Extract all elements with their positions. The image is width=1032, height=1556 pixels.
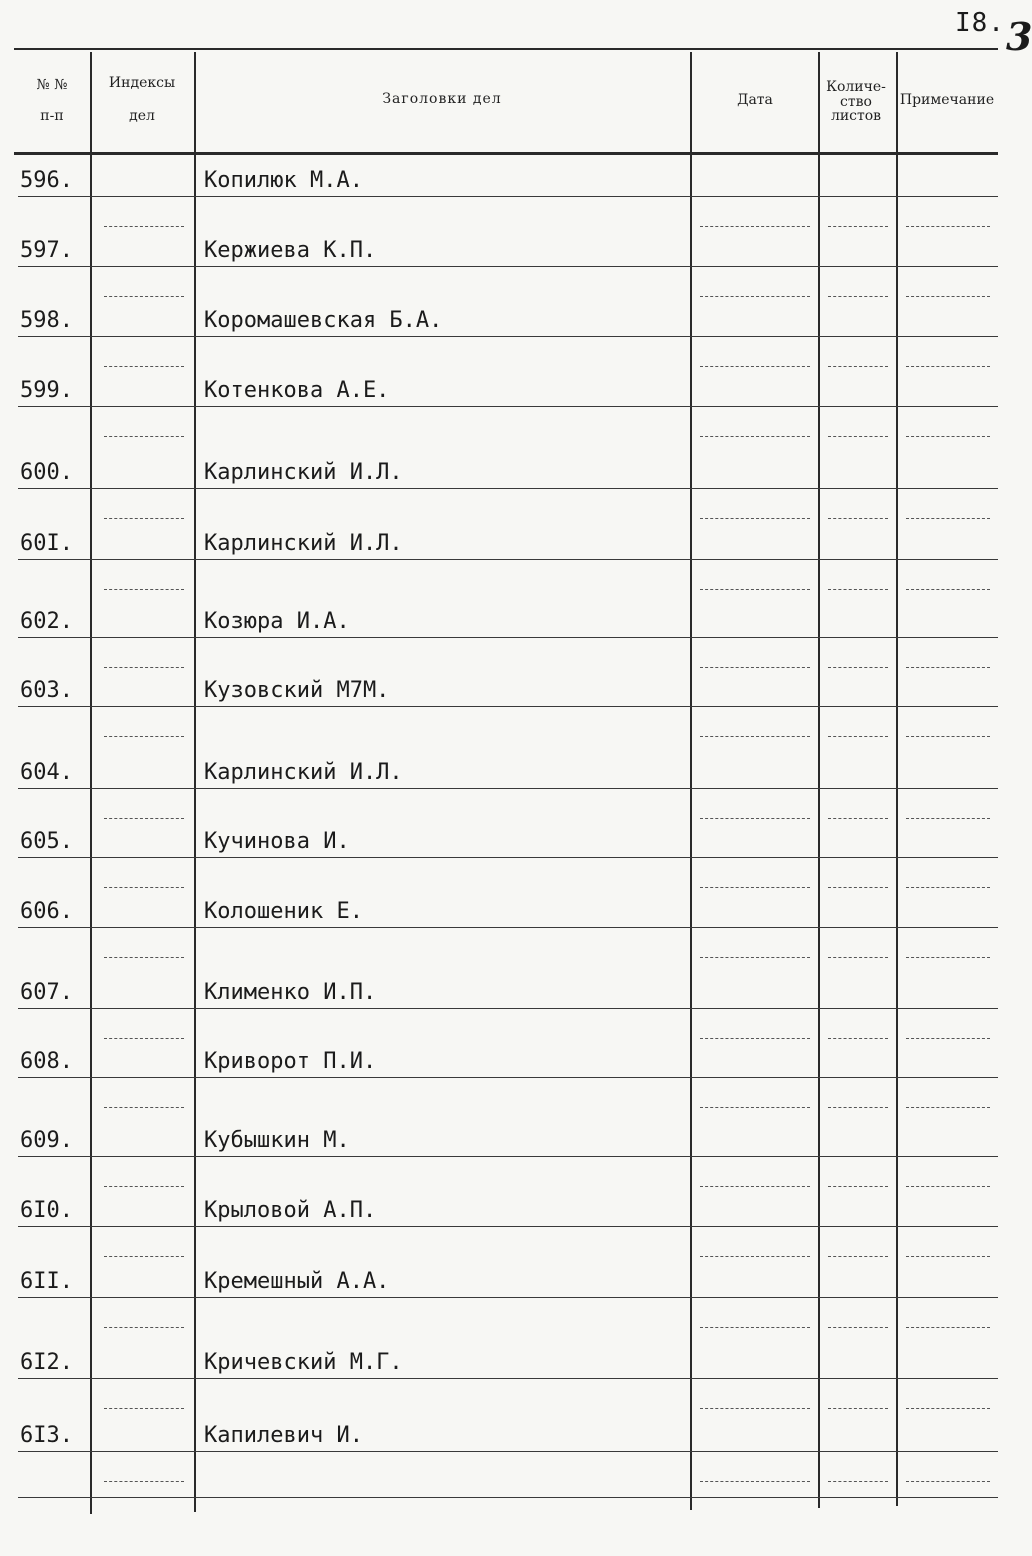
- row-title: Карлинский И.Л.: [204, 531, 403, 556]
- header-col-num-line1: № №: [36, 77, 68, 93]
- row-blank-dash: [906, 366, 990, 367]
- header-col-count-line2: ство: [840, 93, 872, 110]
- row-rule: [18, 788, 998, 789]
- row-number: 599.: [20, 378, 73, 403]
- row-number: 597.: [20, 238, 73, 263]
- row-title: Клименко И.П.: [204, 980, 377, 1005]
- row-blank-dash: [700, 887, 810, 888]
- row-blank-dash: [700, 957, 810, 958]
- row-blank-dash: [906, 1186, 990, 1187]
- row-rule: [18, 1008, 998, 1009]
- row-rule: [18, 927, 998, 928]
- row-number: 600.: [20, 460, 73, 485]
- row-blank-dash: [700, 436, 810, 437]
- row-number: 6I0.: [20, 1198, 73, 1223]
- row-blank-dash: [104, 818, 184, 819]
- row-title: Кремешный А.А.: [204, 1269, 390, 1294]
- row-blank-dash: [700, 1408, 810, 1409]
- header-col-index-line1: Индексы: [108, 75, 176, 91]
- row-blank-dash: [828, 518, 888, 519]
- row-number: 6II.: [20, 1269, 73, 1294]
- row-number: 605.: [20, 829, 73, 854]
- table-bottom-rule: [18, 1497, 998, 1498]
- row-title: Карлинский И.Л.: [204, 460, 403, 485]
- row-number: 60I.: [20, 531, 73, 556]
- row-blank-dash: [104, 436, 184, 437]
- row-blank-dash: [104, 1481, 184, 1482]
- row-blank-dash: [700, 589, 810, 590]
- row-number: 609.: [20, 1128, 73, 1153]
- header-col-count-line1: Количе-: [826, 79, 886, 95]
- row-rule: [18, 488, 998, 489]
- row-title: Коромашевская Б.А.: [204, 308, 443, 333]
- row-title: Кричевский М.Г.: [204, 1350, 403, 1375]
- row-blank-dash: [828, 1256, 888, 1257]
- row-rule: [18, 706, 998, 707]
- row-rule: [18, 266, 998, 267]
- column-rule-note: [896, 52, 898, 1506]
- row-blank-dash: [104, 1038, 184, 1039]
- row-blank-dash: [906, 436, 990, 437]
- row-rule: [18, 1378, 998, 1379]
- row-blank-dash: [828, 818, 888, 819]
- row-blank-dash: [828, 1186, 888, 1187]
- row-blank-dash: [104, 957, 184, 958]
- row-blank-dash: [906, 1256, 990, 1257]
- row-blank-dash: [700, 1038, 810, 1039]
- row-blank-dash: [104, 518, 184, 519]
- row-blank-dash: [700, 818, 810, 819]
- row-rule: [18, 1156, 998, 1157]
- row-blank-dash: [828, 1107, 888, 1108]
- row-title: Кержиева К.П.: [204, 238, 377, 263]
- row-blank-dash: [906, 296, 990, 297]
- header-col-num: [16, 78, 88, 123]
- column-rule-index: [90, 52, 92, 1514]
- header-col-index: [92, 76, 192, 123]
- row-blank-dash: [104, 1408, 184, 1409]
- row-blank-dash: [104, 1186, 184, 1187]
- header-col-title: Заголовки дел: [382, 91, 502, 107]
- row-title: Кучинова И.: [204, 829, 350, 854]
- row-blank-dash: [700, 1186, 810, 1187]
- row-blank-dash: [104, 887, 184, 888]
- row-blank-dash: [104, 1107, 184, 1108]
- row-number: 606.: [20, 899, 73, 924]
- row-blank-dash: [828, 1408, 888, 1409]
- header-col-num-line2: п-п: [40, 107, 64, 124]
- row-blank-dash: [828, 366, 888, 367]
- row-number: 6I2.: [20, 1350, 73, 1375]
- header-col-date: Дата: [737, 92, 773, 108]
- header-top-rule: [14, 48, 998, 50]
- row-blank-dash: [906, 736, 990, 737]
- row-rule: [18, 1297, 998, 1298]
- row-blank-dash: [906, 1107, 990, 1108]
- row-blank-dash: [828, 589, 888, 590]
- row-blank-dash: [700, 366, 810, 367]
- row-blank-dash: [906, 518, 990, 519]
- row-blank-dash: [906, 1408, 990, 1409]
- row-title: Козюра И.А.: [204, 609, 350, 634]
- row-blank-dash: [700, 1327, 810, 1328]
- row-blank-dash: [700, 1256, 810, 1257]
- header-col-note: Примечание: [899, 92, 995, 108]
- row-blank-dash: [828, 226, 888, 227]
- row-blank-dash: [906, 589, 990, 590]
- row-blank-dash: [906, 667, 990, 668]
- row-number: 603.: [20, 678, 73, 703]
- row-number: 598.: [20, 308, 73, 333]
- row-blank-dash: [104, 1327, 184, 1328]
- row-blank-dash: [906, 1327, 990, 1328]
- row-blank-dash: [906, 226, 990, 227]
- row-blank-dash: [700, 1107, 810, 1108]
- row-rule: [18, 406, 998, 407]
- row-blank-dash: [700, 667, 810, 668]
- row-blank-dash: [104, 366, 184, 367]
- row-number: 596.: [20, 168, 73, 193]
- row-blank-dash: [828, 436, 888, 437]
- row-blank-dash: [828, 1038, 888, 1039]
- row-title: Капилевич И.: [204, 1423, 363, 1448]
- row-blank-dash: [828, 957, 888, 958]
- row-blank-dash: [104, 589, 184, 590]
- row-title: Кузовский М7М.: [204, 678, 390, 703]
- row-rule: [18, 1451, 998, 1452]
- row-blank-dash: [828, 296, 888, 297]
- row-title: Криворот П.И.: [204, 1049, 377, 1074]
- row-blank-dash: [828, 1327, 888, 1328]
- row-rule: [18, 196, 998, 197]
- row-blank-dash: [104, 667, 184, 668]
- header-col-count: [818, 80, 894, 124]
- row-title: Карлинский И.Л.: [204, 760, 403, 785]
- row-blank-dash: [906, 887, 990, 888]
- row-title: Колошеник Е.: [204, 899, 363, 924]
- column-rule-title: [194, 52, 196, 1512]
- row-title: Кубышкин М.: [204, 1128, 350, 1153]
- row-blank-dash: [104, 226, 184, 227]
- row-number: 6I3.: [20, 1423, 73, 1448]
- row-blank-dash: [700, 518, 810, 519]
- row-rule: [18, 857, 998, 858]
- row-blank-dash: [700, 226, 810, 227]
- row-blank-dash: [828, 736, 888, 737]
- row-blank-dash: [700, 296, 810, 297]
- row-title: Копилюк М.А.: [204, 168, 363, 193]
- row-number: 607.: [20, 980, 73, 1005]
- header-col-index-line2: дел: [129, 107, 155, 124]
- row-title: Крыловой А.П.: [204, 1198, 377, 1223]
- row-rule: [18, 336, 998, 337]
- row-blank-dash: [906, 1038, 990, 1039]
- page-handwritten-mark: 3: [1006, 14, 1032, 59]
- column-rule-count: [818, 52, 820, 1508]
- row-blank-dash: [828, 887, 888, 888]
- row-blank-dash: [104, 296, 184, 297]
- row-rule: [18, 1226, 998, 1227]
- row-number: 602.: [20, 609, 73, 634]
- row-blank-dash: [104, 736, 184, 737]
- row-blank-dash: [700, 736, 810, 737]
- row-blank-dash: [104, 1256, 184, 1257]
- header-bottom-rule: [14, 152, 998, 155]
- column-rule-date: [690, 52, 692, 1510]
- row-blank-dash: [828, 1481, 888, 1482]
- row-title: Котенкова А.Е.: [204, 378, 390, 403]
- row-blank-dash: [828, 667, 888, 668]
- row-rule: [18, 1077, 998, 1078]
- row-rule: [18, 559, 998, 560]
- row-blank-dash: [700, 1481, 810, 1482]
- row-blank-dash: [906, 1481, 990, 1482]
- row-blank-dash: [906, 957, 990, 958]
- page-number: I8.: [955, 8, 1005, 38]
- row-number: 608.: [20, 1049, 73, 1074]
- header-col-count-line3: листов: [830, 108, 882, 125]
- row-blank-dash: [906, 818, 990, 819]
- row-rule: [18, 637, 998, 638]
- row-number: 604.: [20, 760, 73, 785]
